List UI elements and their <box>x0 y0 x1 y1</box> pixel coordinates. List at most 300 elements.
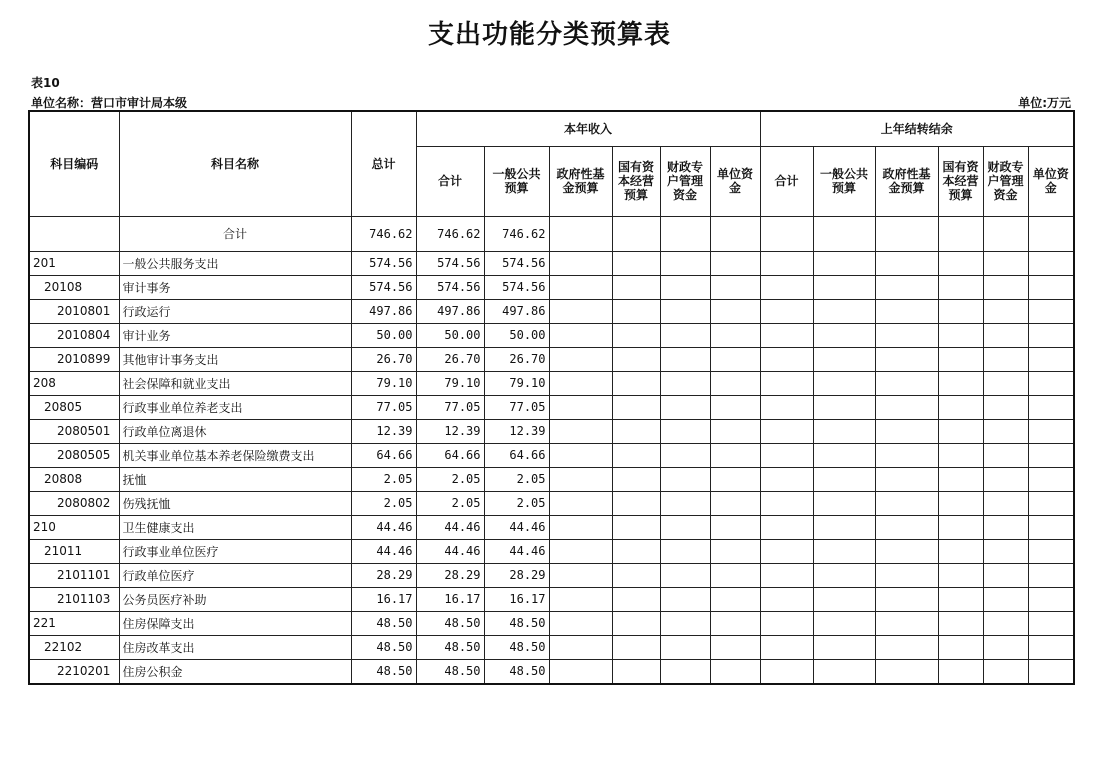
table-row <box>29 539 1074 563</box>
empty-cell <box>710 299 760 323</box>
header-co-state-capital: 国有资本经营预算 <box>938 146 983 216</box>
empty-cell <box>660 635 710 659</box>
row-code: 2010804 <box>29 323 119 347</box>
row-sum: 50.00 <box>416 323 484 347</box>
empty-cell <box>660 275 710 299</box>
empty-cell <box>660 611 710 635</box>
row-general: 48.50 <box>484 659 549 684</box>
row-general: 12.39 <box>484 419 549 443</box>
empty-cell <box>1028 659 1074 684</box>
row-total: 50.00 <box>351 323 416 347</box>
empty-cell <box>612 467 660 491</box>
header-cy-general: 一般公共预算 <box>484 146 549 216</box>
empty-cell <box>875 659 938 684</box>
empty-cell <box>813 443 875 467</box>
empty-cell <box>983 299 1028 323</box>
empty-cell <box>813 659 875 684</box>
empty-cell <box>612 347 660 371</box>
empty-cell <box>710 251 760 275</box>
row-general: 2.05 <box>484 491 549 515</box>
table-row <box>29 251 1074 275</box>
empty-cell <box>612 539 660 563</box>
row-code: 221 <box>29 611 119 635</box>
empty-cell <box>549 659 612 684</box>
empty-cell <box>1028 515 1074 539</box>
empty-cell <box>660 539 710 563</box>
empty-cell <box>710 371 760 395</box>
empty-cell <box>549 371 612 395</box>
row-sum: 48.50 <box>416 659 484 684</box>
empty-cell <box>1028 371 1074 395</box>
table-row <box>29 635 1074 659</box>
empty-cell <box>938 587 983 611</box>
row-name: 抚恤 <box>119 467 351 491</box>
empty-cell <box>875 491 938 515</box>
row-general: 48.50 <box>484 611 549 635</box>
table-row <box>29 491 1074 515</box>
header-cy-fund: 政府性基金预算 <box>549 146 612 216</box>
empty-cell <box>660 323 710 347</box>
row-total: 48.50 <box>351 611 416 635</box>
row-sum: 12.39 <box>416 419 484 443</box>
empty-cell <box>938 467 983 491</box>
row-code: 2080501 <box>29 419 119 443</box>
row-total: 497.86 <box>351 299 416 323</box>
total-label: 合计 <box>119 216 351 251</box>
row-total: 48.50 <box>351 635 416 659</box>
empty-cell <box>549 443 612 467</box>
empty-cell <box>938 635 983 659</box>
table-row <box>29 347 1074 371</box>
row-name: 行政事业单位养老支出 <box>119 395 351 419</box>
row-sum: 2.05 <box>416 467 484 491</box>
empty-cell <box>549 347 612 371</box>
row-name: 住房保障支出 <box>119 611 351 635</box>
empty-cell <box>612 371 660 395</box>
empty-cell <box>813 419 875 443</box>
empty-cell <box>983 347 1028 371</box>
empty-cell <box>875 467 938 491</box>
row-name: 行政单位医疗 <box>119 563 351 587</box>
empty-cell <box>549 395 612 419</box>
row-general: 16.17 <box>484 587 549 611</box>
row-code: 2101101 <box>29 563 119 587</box>
empty-cell <box>549 587 612 611</box>
empty-cell <box>710 539 760 563</box>
empty-cell <box>660 515 710 539</box>
empty-cell <box>710 515 760 539</box>
empty-cell <box>710 419 760 443</box>
row-sum: 28.29 <box>416 563 484 587</box>
empty-cell <box>1028 539 1074 563</box>
row-sum: 77.05 <box>416 395 484 419</box>
row-sum: 44.46 <box>416 515 484 539</box>
empty-cell <box>710 275 760 299</box>
row-total: 77.05 <box>351 395 416 419</box>
table-number: 表10 <box>31 76 60 90</box>
row-code: 20108 <box>29 275 119 299</box>
empty-cell <box>660 467 710 491</box>
empty-cell <box>983 419 1028 443</box>
empty-cell <box>875 611 938 635</box>
row-general: 28.29 <box>484 563 549 587</box>
empty-cell <box>983 515 1028 539</box>
row-general: 64.66 <box>484 443 549 467</box>
header-cy-sum: 合计 <box>416 146 484 216</box>
empty-cell <box>1028 251 1074 275</box>
row-sum: 26.70 <box>416 347 484 371</box>
header-carryover: 上年结转结余 <box>760 111 1074 146</box>
total-general: 746.62 <box>484 216 549 251</box>
row-sum: 48.50 <box>416 611 484 635</box>
empty-cell <box>813 275 875 299</box>
empty-cell <box>612 659 660 684</box>
row-total: 574.56 <box>351 251 416 275</box>
row-sum: 16.17 <box>416 587 484 611</box>
empty-cell <box>938 347 983 371</box>
empty-cell <box>1028 635 1074 659</box>
empty-cell <box>983 491 1028 515</box>
row-code: 2010801 <box>29 299 119 323</box>
table-row <box>29 371 1074 395</box>
empty-cell <box>938 275 983 299</box>
row-code: 20805 <box>29 395 119 419</box>
empty-cell <box>549 635 612 659</box>
empty-cell <box>1028 587 1074 611</box>
empty-cell <box>549 515 612 539</box>
header-co-special-account: 财政专户管理资金 <box>983 146 1028 216</box>
row-sum: 574.56 <box>416 251 484 275</box>
empty-cell <box>549 419 612 443</box>
empty-cell <box>710 659 760 684</box>
empty-cell <box>875 251 938 275</box>
empty-cell <box>813 347 875 371</box>
row-code: 2101103 <box>29 587 119 611</box>
empty-cell <box>813 539 875 563</box>
table-row <box>29 299 1074 323</box>
row-name: 一般公共服务支出 <box>119 251 351 275</box>
row-general: 497.86 <box>484 299 549 323</box>
empty-cell <box>813 587 875 611</box>
empty-cell <box>983 587 1028 611</box>
table-row <box>29 587 1074 611</box>
empty-cell <box>612 515 660 539</box>
empty-cell <box>875 323 938 347</box>
table-row <box>29 275 1074 299</box>
empty-cell <box>760 515 813 539</box>
empty-cell <box>660 587 710 611</box>
total-row <box>29 216 1074 251</box>
empty-cell <box>710 323 760 347</box>
empty-cell <box>660 371 710 395</box>
row-total: 12.39 <box>351 419 416 443</box>
empty-cell <box>1028 467 1074 491</box>
empty-cell <box>612 299 660 323</box>
header-cy-unit-funds: 单位资金 <box>710 146 760 216</box>
table-row <box>29 395 1074 419</box>
empty-cell <box>938 371 983 395</box>
empty-cell <box>875 395 938 419</box>
row-name: 社会保障和就业支出 <box>119 371 351 395</box>
row-general: 2.05 <box>484 467 549 491</box>
empty-cell <box>760 563 813 587</box>
empty-cell <box>760 347 813 371</box>
empty-cell <box>875 635 938 659</box>
empty-cell <box>612 275 660 299</box>
table-row <box>29 323 1074 347</box>
row-name: 审计事务 <box>119 275 351 299</box>
row-sum: 48.50 <box>416 635 484 659</box>
row-sum: 497.86 <box>416 299 484 323</box>
row-total: 574.56 <box>351 275 416 299</box>
empty-cell <box>660 563 710 587</box>
empty-cell <box>983 371 1028 395</box>
empty-cell <box>938 395 983 419</box>
empty-cell <box>1028 347 1074 371</box>
empty-cell <box>1028 611 1074 635</box>
empty-cell <box>938 563 983 587</box>
empty-cell <box>983 563 1028 587</box>
empty-cell <box>813 563 875 587</box>
empty-cell <box>660 347 710 371</box>
empty-cell <box>760 587 813 611</box>
row-general: 48.50 <box>484 635 549 659</box>
empty-cell <box>983 659 1028 684</box>
empty-cell <box>813 371 875 395</box>
header-cy-state-capital: 国有资本经营预算 <box>612 146 660 216</box>
row-name: 行政运行 <box>119 299 351 323</box>
empty-cell <box>612 443 660 467</box>
empty-cell <box>983 635 1028 659</box>
empty-cell <box>983 275 1028 299</box>
empty-cell <box>612 587 660 611</box>
empty-cell <box>612 611 660 635</box>
header-co-sum: 合计 <box>760 146 813 216</box>
row-name: 住房公积金 <box>119 659 351 684</box>
empty-cell <box>760 467 813 491</box>
empty-cell <box>612 323 660 347</box>
unit-name: 单位名称：营口市审计局本级 <box>31 96 188 110</box>
empty-cell <box>549 275 612 299</box>
page-title: 支出功能分类预算表 <box>427 20 671 50</box>
empty-cell <box>549 251 612 275</box>
empty-cell <box>760 611 813 635</box>
empty-cell <box>938 515 983 539</box>
row-code: 201 <box>29 251 119 275</box>
empty-cell <box>549 539 612 563</box>
empty-cell <box>760 443 813 467</box>
row-name: 行政事业单位医疗 <box>119 539 351 563</box>
header-co-fund: 政府性基金预算 <box>875 146 938 216</box>
row-general: 26.70 <box>484 347 549 371</box>
empty-cell <box>983 443 1028 467</box>
empty-cell <box>612 395 660 419</box>
empty-cell <box>938 443 983 467</box>
empty-cell <box>549 467 612 491</box>
budget-table <box>28 110 1075 685</box>
row-general: 574.56 <box>484 251 549 275</box>
empty-cell <box>938 419 983 443</box>
empty-cell <box>710 611 760 635</box>
empty-cell <box>760 659 813 684</box>
empty-cell <box>660 491 710 515</box>
empty-cell <box>660 419 710 443</box>
empty-cell <box>660 443 710 467</box>
header-co-unit-funds: 单位资金 <box>1028 146 1074 216</box>
empty-cell <box>710 395 760 419</box>
empty-cell <box>760 419 813 443</box>
row-total: 28.29 <box>351 563 416 587</box>
empty-cell <box>612 491 660 515</box>
row-general: 50.00 <box>484 323 549 347</box>
row-total: 2.05 <box>351 491 416 515</box>
empty-cell <box>983 539 1028 563</box>
row-name: 伤残抚恤 <box>119 491 351 515</box>
empty-cell <box>760 251 813 275</box>
row-code: 2080802 <box>29 491 119 515</box>
empty-cell <box>813 299 875 323</box>
row-general: 44.46 <box>484 515 549 539</box>
empty-cell <box>710 467 760 491</box>
row-code: 210 <box>29 515 119 539</box>
empty-cell <box>938 251 983 275</box>
empty-cell <box>760 323 813 347</box>
empty-cell <box>875 587 938 611</box>
empty-cell <box>875 275 938 299</box>
empty-cell <box>549 323 612 347</box>
table-row <box>29 467 1074 491</box>
row-name: 住房改革支出 <box>119 635 351 659</box>
empty-cell <box>938 299 983 323</box>
row-total: 16.17 <box>351 587 416 611</box>
empty-cell <box>1028 275 1074 299</box>
row-code: 208 <box>29 371 119 395</box>
empty-cell <box>660 251 710 275</box>
empty-cell <box>1028 491 1074 515</box>
empty-cell <box>710 635 760 659</box>
empty-cell <box>549 611 612 635</box>
empty-cell <box>875 563 938 587</box>
row-name: 公务员医疗补助 <box>119 587 351 611</box>
empty-cell <box>938 491 983 515</box>
header-current-year: 本年收入 <box>416 111 760 146</box>
empty-cell <box>1028 419 1074 443</box>
empty-cell <box>549 563 612 587</box>
empty-cell <box>875 419 938 443</box>
empty-cell <box>612 419 660 443</box>
row-sum: 64.66 <box>416 443 484 467</box>
empty-cell <box>660 659 710 684</box>
row-code: 22102 <box>29 635 119 659</box>
empty-cell <box>938 611 983 635</box>
empty-cell <box>983 395 1028 419</box>
empty-cell <box>1028 443 1074 467</box>
empty-cell <box>813 467 875 491</box>
empty-cell <box>813 395 875 419</box>
empty-cell <box>983 323 1028 347</box>
empty-cell <box>660 395 710 419</box>
empty-cell <box>813 491 875 515</box>
header-code: 科目编码 <box>29 111 119 216</box>
empty-cell <box>760 395 813 419</box>
row-total: 44.46 <box>351 515 416 539</box>
header-co-general: 一般公共预算 <box>813 146 875 216</box>
header-name: 科目名称 <box>119 111 351 216</box>
row-general: 44.46 <box>484 539 549 563</box>
empty-cell <box>760 539 813 563</box>
header-cy-special-account: 财政专户管理资金 <box>660 146 710 216</box>
empty-cell <box>1028 323 1074 347</box>
empty-cell <box>760 275 813 299</box>
empty-cell <box>813 515 875 539</box>
empty-cell <box>612 563 660 587</box>
empty-cell <box>1028 395 1074 419</box>
empty-cell <box>760 299 813 323</box>
empty-cell <box>760 491 813 515</box>
empty-cell <box>760 371 813 395</box>
empty-cell <box>1028 299 1074 323</box>
empty-cell <box>710 587 760 611</box>
empty-cell <box>710 491 760 515</box>
row-total: 64.66 <box>351 443 416 467</box>
empty-cell <box>760 635 813 659</box>
total-total: 746.62 <box>351 216 416 251</box>
row-name: 其他审计事务支出 <box>119 347 351 371</box>
table-row <box>29 419 1074 443</box>
currency-unit: 单位:万元 <box>1018 96 1071 110</box>
row-code: 2210201 <box>29 659 119 684</box>
row-code: 21011 <box>29 539 119 563</box>
empty-cell <box>549 491 612 515</box>
empty-cell <box>875 347 938 371</box>
empty-cell <box>983 467 1028 491</box>
row-sum: 79.10 <box>416 371 484 395</box>
row-sum: 44.46 <box>416 539 484 563</box>
empty-cell <box>983 611 1028 635</box>
row-name: 机关事业单位基本养老保险缴费支出 <box>119 443 351 467</box>
row-sum: 2.05 <box>416 491 484 515</box>
row-code: 2080505 <box>29 443 119 467</box>
table-row <box>29 443 1074 467</box>
empty-cell <box>875 443 938 467</box>
empty-cell <box>875 371 938 395</box>
empty-cell <box>875 299 938 323</box>
empty-cell <box>938 323 983 347</box>
empty-cell <box>983 251 1028 275</box>
empty-cell <box>875 539 938 563</box>
row-name: 卫生健康支出 <box>119 515 351 539</box>
row-code: 2010899 <box>29 347 119 371</box>
row-total: 26.70 <box>351 347 416 371</box>
row-sum: 574.56 <box>416 275 484 299</box>
empty-cell <box>813 611 875 635</box>
empty-cell <box>1028 563 1074 587</box>
empty-cell <box>710 563 760 587</box>
row-name: 审计业务 <box>119 323 351 347</box>
row-general: 79.10 <box>484 371 549 395</box>
row-total: 44.46 <box>351 539 416 563</box>
empty-cell <box>710 443 760 467</box>
row-general: 77.05 <box>484 395 549 419</box>
row-code: 20808 <box>29 467 119 491</box>
row-total: 2.05 <box>351 467 416 491</box>
empty-cell <box>710 347 760 371</box>
table-row <box>29 659 1074 684</box>
empty-cell <box>813 251 875 275</box>
empty-cell <box>813 323 875 347</box>
empty-cell <box>660 299 710 323</box>
row-name: 行政单位离退休 <box>119 419 351 443</box>
